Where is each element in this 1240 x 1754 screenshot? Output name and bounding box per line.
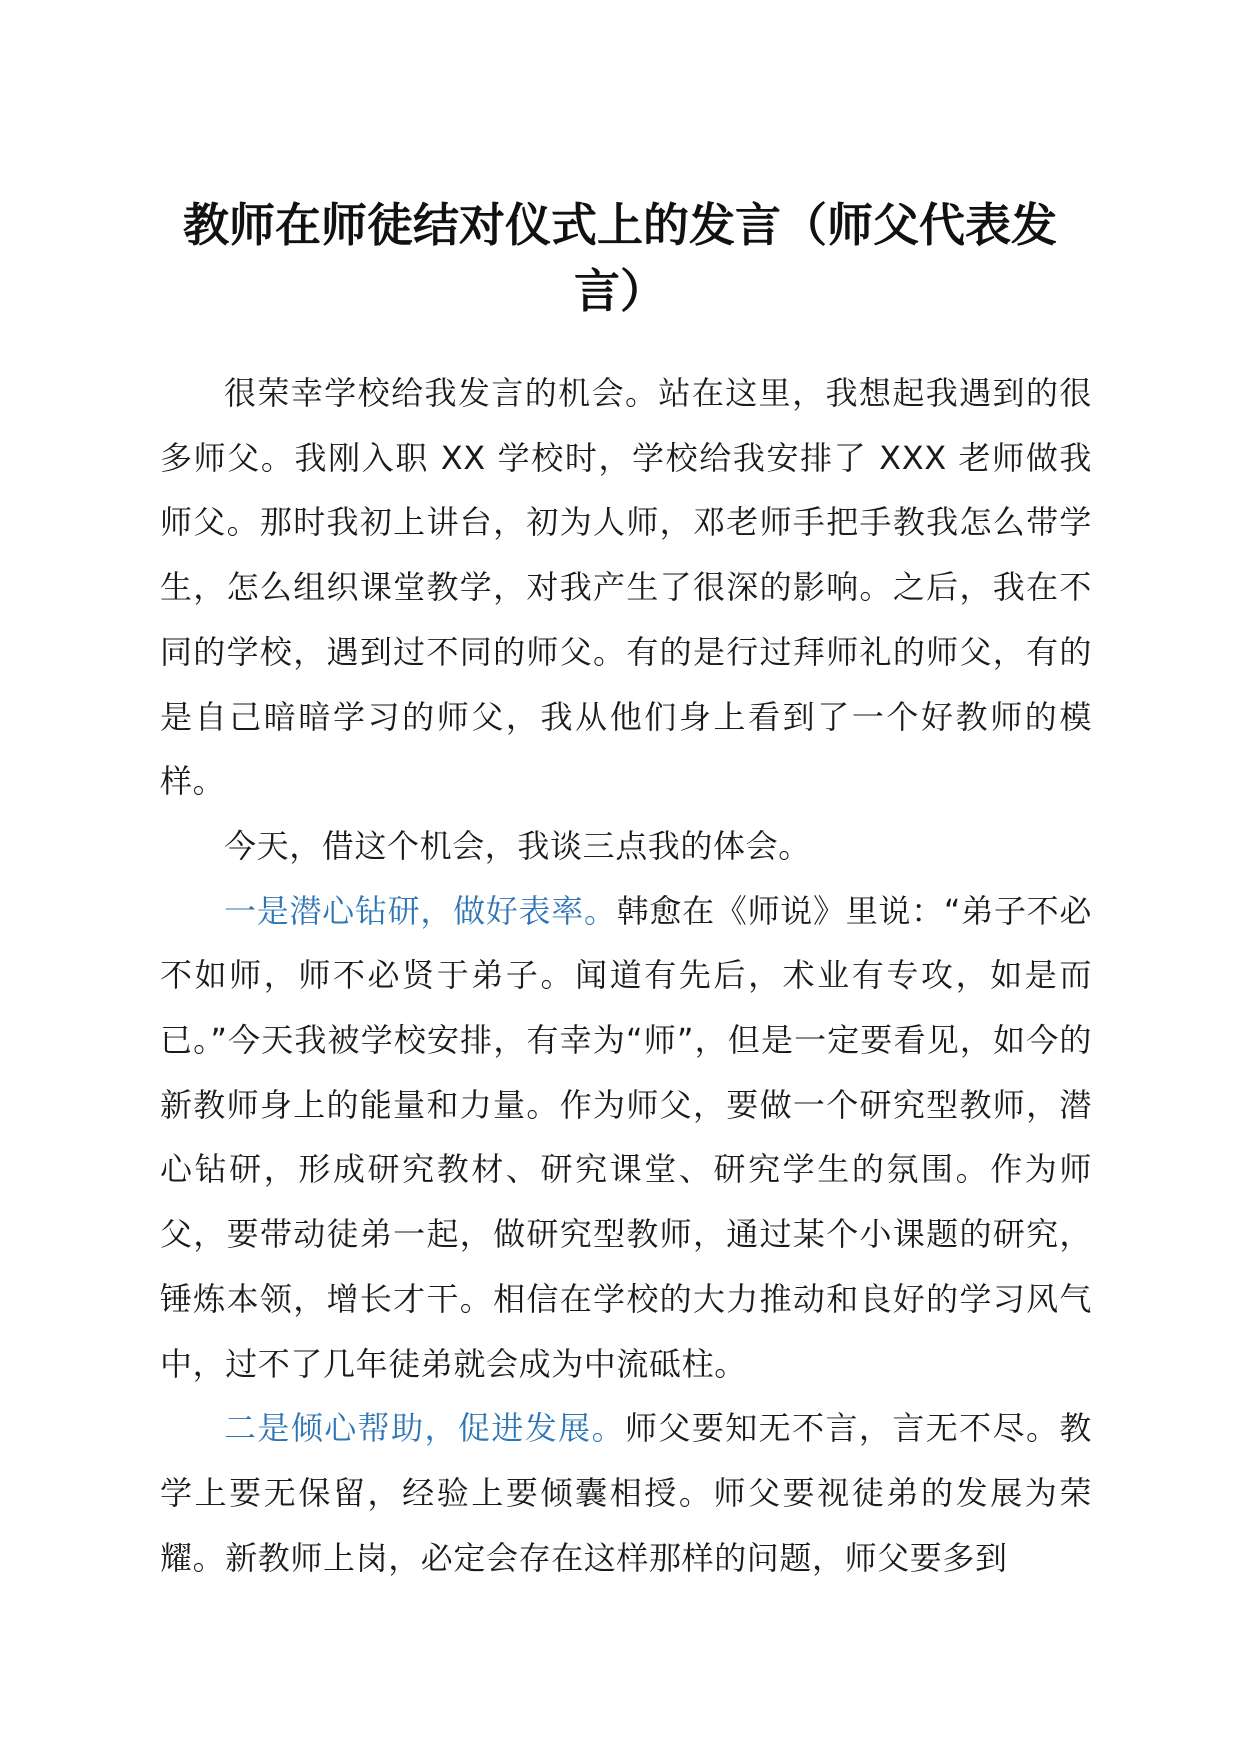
section-heading-2: 二是倾心帮助，促进发展。 [224, 1409, 625, 1448]
paragraph-1 [160, 361, 1092, 814]
paragraph-text: 韩愈在《师说》里说：“弟子不必不如师，师不必贤于弟子。闻道有先后，术业有专攻，如是而已。”今天我被学校安排，有幸为“师”，但是一定要看见，如今的新教师身上的能量和力量。作为师父，要做一个研究型教师，潜心钻研，形成研究教材、研究课堂、研究学生的氛围。作为师父，要带动徒弟一起，做研究型教师，通过某个小课题的研究，锤炼本领，增长才干。相信在学校的大力推动和良好的学习风气中，过不了几年徒弟就会成为中流砥柱。 [160, 891, 1092, 1383]
paragraph-text: 师父要知无不言，言无不尽。教学上要无保留，经验上要倾囊相授。师父要视徒弟的发展为荣耀。新教师上岗，必定会存在这样那样的问题，师父要多到 [160, 1409, 1093, 1577]
section-heading-1: 一是潜心钻研，做好表率。 [224, 891, 617, 930]
paragraph-3 [160, 879, 1092, 1397]
paragraph-text: 今天，借这个机会，我谈三点我的体会。 [224, 826, 811, 865]
document-title: 教师在师徒结对仪式上的发言（师父代表发言） [183, 198, 1057, 318]
paragraph-text: 很荣幸学校给我发言的机会。站在这里，我想起我遇到的很多师父。我刚入职 XX 学校时，学校给我安排了 XXX 老师做我师父。那时我初上讲台，初为人师，邓老师手把手教我怎么带学生，怎么组织课堂教学，对我产生了很深的影响。之后，我在不同的学校，遇到过不同的师父。有的是行过拜师礼的师父，有的是自己暗暗学习的师父，我从他们身上看到了一个好教师的模样。 [160, 374, 1092, 801]
paragraph-2 [160, 814, 1092, 879]
paragraph-4 [160, 1396, 1092, 1590]
document-body [160, 361, 1092, 1590]
